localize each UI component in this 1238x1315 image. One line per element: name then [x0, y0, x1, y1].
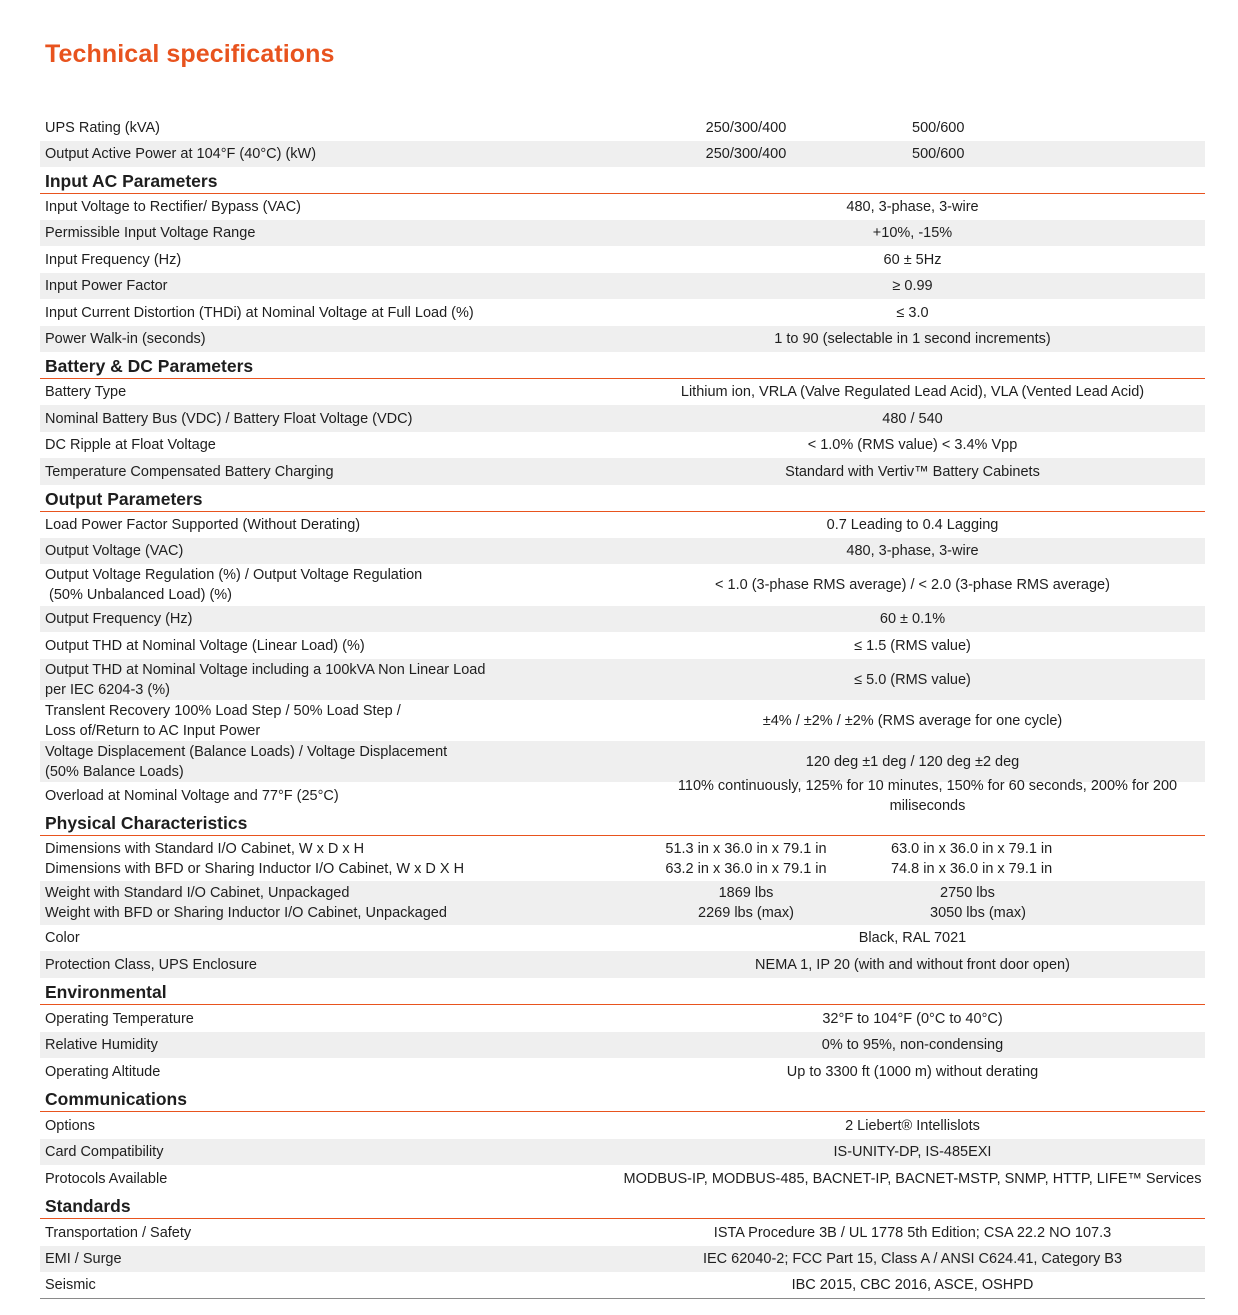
- section-heading-physical: Physical Characteristics: [40, 809, 1205, 836]
- spec-value: 0% to 95%, non-condensing: [821, 1037, 1004, 1053]
- spec-label: Battery Type: [45, 384, 127, 400]
- spec-label: Input Power Factor: [45, 278, 168, 294]
- section-heading-battery-dc: Battery & DC Parameters: [40, 352, 1205, 379]
- spec-row: [40, 1032, 1205, 1058]
- spec-row: [40, 564, 1205, 606]
- spec-value-col2-line2: 3050 lbs (max): [930, 905, 1026, 921]
- spec-row: [40, 246, 1205, 273]
- spec-row: [40, 220, 1205, 246]
- spec-label-line2: (50% Unbalanced Load) (%): [45, 587, 232, 603]
- spec-row: [40, 273, 1205, 299]
- spec-table: [40, 114, 1205, 1299]
- spec-row: [40, 379, 1205, 405]
- spec-row: [40, 538, 1205, 564]
- spec-label: Input Frequency (Hz): [45, 251, 182, 268]
- spec-label: Weight with Standard I/O Cabinet, Unpackaged: [45, 885, 350, 901]
- spec-value: 480, 3-phase, 3-wire: [846, 199, 979, 215]
- spec-label-line2: Dimensions with BFD or Sharing Inductor I/O Cabinet, W x D X H: [45, 860, 465, 877]
- spec-value: 0.7 Leading to 0.4 Lagging: [826, 517, 999, 533]
- spec-label: Load Power Factor Supported (Without Derating): [45, 517, 361, 533]
- spec-label: Output Active Power at 104°F (40°C) (kW): [45, 146, 317, 162]
- spec-label: Input Current Distortion (THDi) at Nominal Voltage at Full Load (%): [45, 304, 474, 321]
- spec-value: 120 deg ±1 deg / 120 deg ±2 deg: [805, 753, 1020, 770]
- spec-label-line2: Weight with BFD or Sharing Inductor I/O Cabinet, Unpackaged: [45, 905, 447, 921]
- spec-value: +10%, -15%: [872, 225, 953, 241]
- spec-row: [40, 326, 1205, 352]
- spec-label: Output Voltage Regulation (%) / Output Voltage Regulation: [45, 567, 423, 583]
- spec-label: Output THD at Nominal Voltage (Linear Load) (%): [45, 637, 365, 654]
- spec-label: Input Voltage to Rectifier/ Bypass (VAC): [45, 199, 302, 215]
- spec-value: IEC 62040-2; FCC Part 15, Class A / ANSI C624.41, Category B3: [702, 1251, 1123, 1267]
- spec-value: 60 ± 5Hz: [883, 251, 942, 268]
- spec-value: ISTA Procedure 3B / UL 1778 5th Edition; CSA 22.2 NO 107.3: [713, 1224, 1112, 1241]
- spec-label: EMI / Surge: [45, 1251, 122, 1267]
- spec-label: Transportation / Safety: [45, 1224, 192, 1241]
- spec-label: Temperature Compensated Battery Charging: [45, 463, 334, 480]
- spec-label: Output Voltage (VAC): [45, 543, 184, 559]
- spec-label: Power Walk-in (seconds): [45, 331, 206, 347]
- spec-label: Color: [45, 930, 80, 946]
- spec-label: Protection Class, UPS Enclosure: [45, 956, 257, 973]
- spec-row: [40, 777, 1205, 814]
- spec-row: [40, 1246, 1205, 1272]
- spec-row: [40, 1112, 1205, 1139]
- spec-value: IBC 2015, CBC 2016, ASCE, OSHPD: [791, 1277, 1034, 1293]
- spec-label: Operating Altitude: [45, 1063, 161, 1080]
- spec-value: 480 / 540: [882, 410, 943, 427]
- spec-row: [40, 458, 1205, 485]
- spec-label: Card Compatibility: [45, 1144, 164, 1160]
- spec-row: [40, 1005, 1205, 1032]
- spec-label: Relative Humidity: [45, 1037, 158, 1053]
- spec-value: IS-UNITY-DP, IS-485EXI: [833, 1144, 992, 1160]
- spec-row: [40, 1165, 1205, 1192]
- spec-value: NEMA 1, IP 20 (with and without front door open): [755, 956, 1070, 973]
- spec-row-output-power: [40, 141, 1205, 167]
- spec-value-col2: 500/600: [912, 119, 965, 136]
- spec-row: [40, 700, 1205, 741]
- spec-row: [40, 1139, 1205, 1165]
- spec-label: DC Ripple at Float Voltage: [45, 437, 216, 453]
- spec-label-line2: Loss of/Return to AC Input Power: [45, 722, 261, 739]
- spec-row: [40, 512, 1205, 538]
- spec-row: [40, 194, 1205, 220]
- spec-value: Standard with Vertiv™ Battery Cabinets: [785, 463, 1040, 480]
- spec-value: < 1.0 (3-phase RMS average) / < 2.0 (3-phase RMS average): [715, 577, 1110, 593]
- spec-row: [40, 632, 1205, 659]
- spec-value: MODBUS-IP, MODBUS-485, BACNET-IP, BACNET-MSTP, SNMP, HTTP, LIFE™ Services: [623, 1170, 1202, 1187]
- spec-label: Permissible Input Voltage Range: [45, 225, 256, 241]
- spec-row: [40, 925, 1205, 951]
- section-heading-standards: Standards: [40, 1192, 1205, 1219]
- spec-value-col2: 63.0 in x 36.0 in x 79.1 in: [891, 840, 1053, 857]
- spec-row: [40, 299, 1205, 326]
- spec-value: 480, 3-phase, 3-wire: [846, 543, 979, 559]
- spec-value: ≥ 0.99: [892, 278, 933, 294]
- spec-label: Options: [45, 1117, 95, 1134]
- spec-label: Protocols Available: [45, 1170, 168, 1187]
- spec-row: [40, 1272, 1205, 1299]
- spec-row: [40, 836, 1205, 881]
- spec-label: Translent Recovery 100% Load Step / 50% Load Step /: [45, 702, 401, 719]
- spec-row: [40, 1219, 1205, 1246]
- section-heading-input-ac: Input AC Parameters: [40, 167, 1205, 194]
- spec-value-col2: 2750 lbs: [940, 885, 995, 901]
- spec-label-line2: (50% Balance Loads): [45, 763, 184, 780]
- spec-label: Overload at Nominal Voltage and 77°F (25°C): [45, 787, 339, 804]
- spec-row: [40, 405, 1205, 432]
- section-heading-output: Output Parameters: [40, 485, 1205, 512]
- spec-label: Dimensions with Standard I/O Cabinet, W x D x H: [45, 840, 365, 857]
- spec-value: ≤ 3.0: [896, 304, 929, 321]
- spec-value-col1: 250/300/400: [705, 119, 787, 136]
- spec-value: ≤ 1.5 (RMS value): [854, 637, 971, 654]
- spec-label: Output THD at Nominal Voltage including a 100kVA Non Linear Load: [45, 661, 486, 678]
- section-heading-communications: Communications: [40, 1085, 1205, 1112]
- spec-value: 60 ± 0.1%: [879, 611, 946, 627]
- spec-label: Nominal Battery Bus (VDC) / Battery Float Voltage (VDC): [45, 410, 413, 427]
- spec-row: [40, 1058, 1205, 1085]
- spec-value-col1: 1869 lbs: [718, 885, 774, 901]
- spec-value: Black, RAL 7021: [858, 930, 967, 946]
- spec-value: ≤ 5.0 (RMS value): [854, 671, 971, 688]
- spec-label: Operating Temperature: [45, 1010, 194, 1027]
- spec-row-ups-rating: [40, 114, 1205, 141]
- spec-value-col1-line2: 63.2 in x 36.0 in x 79.1 in: [665, 860, 827, 877]
- spec-label: Voltage Displacement (Balance Loads) / Voltage Displacement: [45, 743, 448, 760]
- spec-value: 110% continuously, 125% for 10 minutes, 150% for 60 seconds, 200% for 200 miliseconds: [677, 777, 1178, 814]
- spec-row: [40, 432, 1205, 458]
- spec-value: Lithium ion, VRLA (Valve Regulated Lead Acid), VLA (Vented Lead Acid): [680, 384, 1145, 400]
- spec-value-col2-line2: 74.8 in x 36.0 in x 79.1 in: [891, 860, 1053, 877]
- spec-value: 2 Liebert® Intellislots: [845, 1117, 980, 1134]
- spec-value: < 1.0% (RMS value) < 3.4% Vpp: [807, 437, 1018, 453]
- spec-value-col1-line2: 2269 lbs (max): [698, 905, 794, 921]
- spec-value: Up to 3300 ft (1000 m) without derating: [786, 1063, 1039, 1080]
- spec-value-col2: 500/600: [912, 146, 965, 162]
- spec-row: [40, 881, 1205, 925]
- spec-value: 1 to 90 (selectable in 1 second increments): [774, 331, 1051, 347]
- spec-row: [40, 659, 1205, 700]
- spec-label-line2: per IEC 6204-3 (%): [45, 681, 170, 698]
- spec-label: Seismic: [45, 1277, 96, 1293]
- spec-label: UPS Rating (kVA): [45, 119, 160, 136]
- spec-row: [40, 606, 1205, 632]
- spec-value-col1: 250/300/400: [705, 146, 787, 162]
- spec-value: 32°F to 104°F (0°C to 40°C): [822, 1010, 1003, 1027]
- page-title: Technical specifications: [45, 40, 335, 68]
- spec-value: ±4% / ±2% / ±2% (RMS average for one cycle): [762, 712, 1063, 729]
- spec-row: [40, 951, 1205, 978]
- section-heading-environmental: Environmental: [40, 978, 1205, 1005]
- spec-value-col1: 51.3 in x 36.0 in x 79.1 in: [665, 840, 827, 857]
- spec-label: Output Frequency (Hz): [45, 611, 193, 627]
